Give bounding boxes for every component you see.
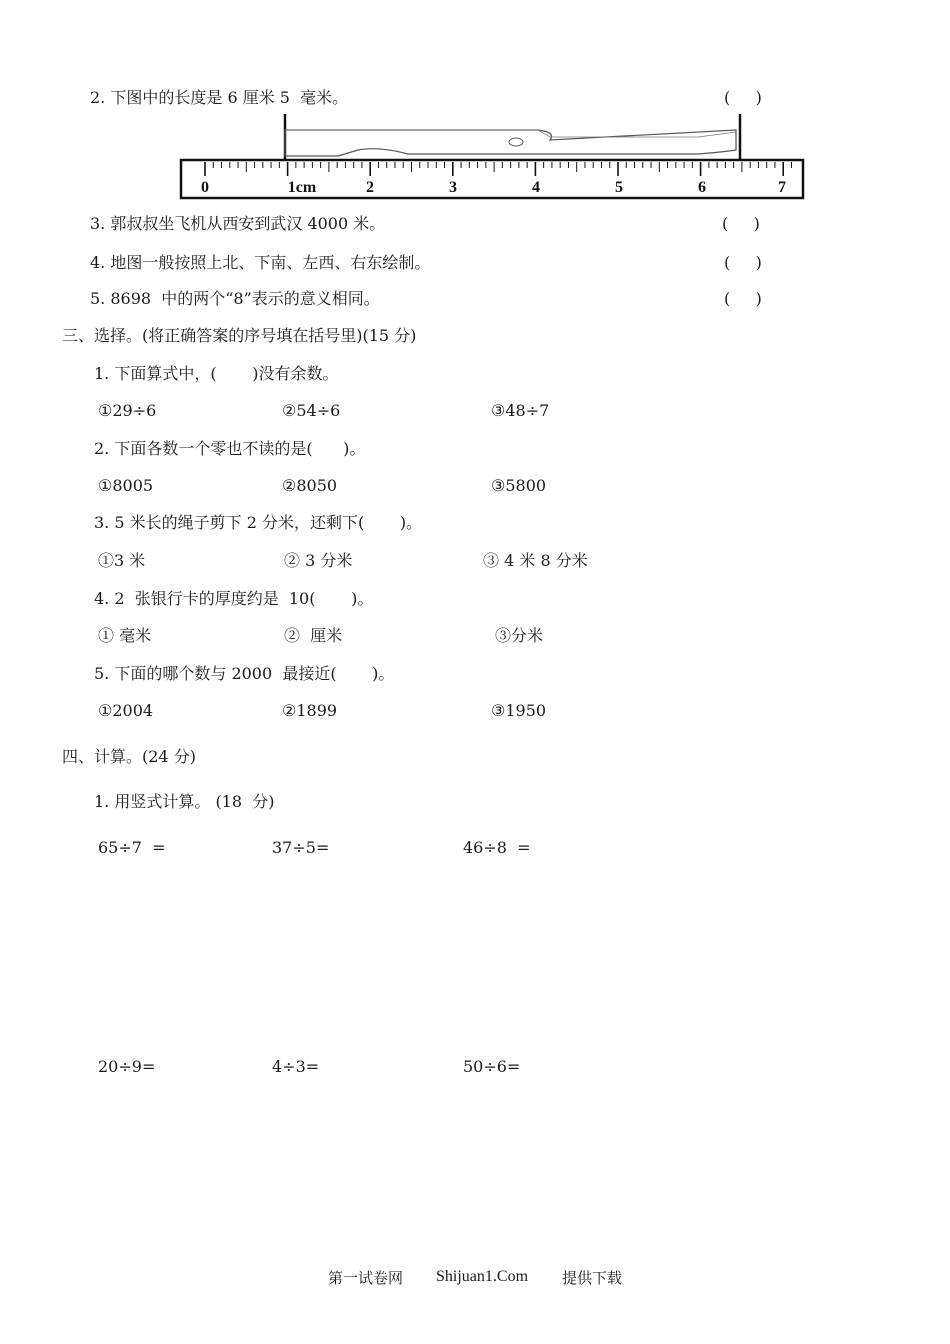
ruler-label-0: 0 [201,179,209,196]
calc-1: 65÷7 = [98,838,166,857]
q1-option-1[interactable]: ①29÷6 [98,401,157,420]
choice-question-5: 5. 下面的哪个数与 2000 最接近( )。 [94,664,395,683]
section3-heading: 三、选择。(将正确答案的序号填在括号里)(15 分) [62,326,417,345]
q1-option-2[interactable]: ②54÷6 [282,401,341,420]
q4-option-2[interactable]: ② 厘米 [284,626,343,645]
choice-question-4: 4. 2 张银行卡的厚度约是 10( )。 [94,589,374,608]
q3-option-3[interactable]: ③ 4 米 8 分米 [483,551,588,570]
q2-option-1[interactable]: ①8005 [98,476,154,495]
ruler-label-3: 3 [449,179,457,196]
ruler-label-6: 6 [698,179,706,196]
choice-question-3: 3. 5 米长的绳子剪下 2 分米，还剩下( )。 [94,513,423,532]
judge-item-5: 5. 8698 中的两个“8”表示的意义相同。 [90,289,380,308]
ruler-label-5: 5 [615,179,623,196]
calc-2: 37÷5= [272,838,330,857]
calc-5: 4÷3= [272,1057,320,1076]
choice-question-1: 1. 下面算式中，( )没有余数。 [94,364,339,383]
q3-option-1[interactable]: ①3 米 [98,551,146,570]
ruler-label-7: 7 [778,179,786,196]
q2-option-2[interactable]: ②8050 [282,476,338,495]
q4-option-3[interactable]: ③分米 [495,626,544,645]
judge-item-3: 3. 郭叔叔坐飞机从西安到武汉 4000 米。 [90,214,386,233]
judge-item-2: 2. 下图中的长度是 6 厘米 5 毫米。 [90,88,349,107]
q5-option-1[interactable]: ①2004 [98,701,154,720]
q3-option-2[interactable]: ② 3 分米 [284,551,353,570]
footer-left: 第一试卷网 [328,1269,404,1287]
ruler-figure [178,110,808,202]
measured-object [285,114,740,160]
calc-6: 50÷6= [463,1057,521,1076]
footer-site[interactable]: Shijuan1.Com [436,1268,529,1285]
ruler-body [181,160,803,198]
q5-option-2[interactable]: ②1899 [282,701,338,720]
q4-option-1[interactable]: ① 毫米 [98,626,152,645]
answer-bracket-3[interactable]: ( ) [722,214,760,233]
q2-option-3[interactable]: ③5800 [491,476,547,495]
answer-bracket-2[interactable]: ( ) [724,88,762,107]
answer-bracket-5[interactable]: ( ) [724,289,762,308]
ruler-label-4: 4 [532,179,540,196]
q5-option-3[interactable]: ③1950 [491,701,547,720]
calc-4: 20÷9= [98,1057,156,1076]
section4-subheading: 1. 用竖式计算。 (18 分) [94,792,275,811]
judge-item-4: 4. 地图一般按照上北、下南、左西、右东绘制。 [90,253,431,272]
section4-heading: 四、计算。(24 分) [62,747,196,766]
q1-option-3[interactable]: ③48÷7 [491,401,550,420]
answer-bracket-4[interactable]: ( ) [724,253,762,272]
choice-question-2: 2. 下面各数一个零也不读的是( )。 [94,439,366,458]
footer-right: 提供下载 [562,1269,623,1287]
calc-3: 46÷8 = [463,838,531,857]
ruler-label-2: 2 [366,179,374,196]
ruler-label-1: 1cm [287,179,317,196]
